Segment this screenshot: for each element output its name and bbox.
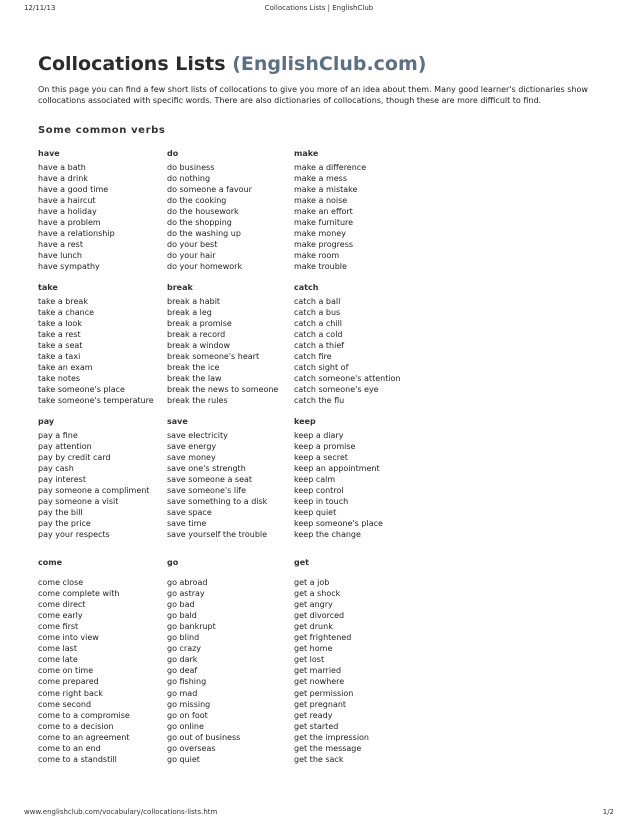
collocation-item: go abroad [167, 577, 208, 587]
collocation-item: go blind [167, 633, 200, 643]
collocation-item: do your hair [167, 251, 216, 261]
verb-heading: keep [294, 417, 316, 427]
collocation-item: save one's strength [167, 463, 246, 473]
section-title: Some common verbs [38, 125, 166, 137]
verb-heading: come [38, 557, 62, 567]
collocation-item: go on foot [167, 710, 208, 720]
verb-column [167, 557, 294, 766]
page-title-site: (EnglishClub.com) [232, 53, 427, 75]
collocation-item: save money [167, 452, 216, 462]
collocation-list [167, 296, 294, 407]
collocation-item: have sympathy [38, 262, 100, 272]
collocation-item: have a good time [38, 184, 109, 194]
collocation-item: save someone's life [167, 486, 247, 496]
collocation-grid [38, 148, 602, 765]
collocation-item: pay the bill [38, 508, 83, 518]
verb-heading: break [167, 283, 193, 293]
collocation-item: pay your respects [38, 530, 110, 540]
collocation-item: come direct [38, 599, 86, 609]
collocation-item: come late [38, 655, 78, 665]
collocation-item: go quiet [167, 755, 200, 765]
collocation-item: do your homework [167, 262, 243, 272]
collocation-item: have a problem [38, 217, 101, 227]
collocation-item: do someone a favour [167, 184, 252, 194]
collocation-item: have a bath [38, 162, 86, 172]
collocation-item: pay someone a visit [38, 497, 119, 507]
collocation-list [294, 430, 602, 541]
collocation-item: take someone's temperature [38, 396, 154, 406]
collocation-item: go missing [167, 699, 211, 709]
collocation-item: go bad [167, 599, 195, 609]
collocation-item: come last [38, 644, 77, 654]
collocation-item: get the message [294, 744, 362, 753]
collocation-item: pay cash [38, 463, 74, 473]
collocation-item: pay a fine [38, 430, 78, 440]
collocation-item: come to a compromise [38, 710, 130, 720]
collocation-item: take a taxi [38, 352, 81, 361]
collocation-item: catch a cold [294, 329, 343, 339]
print-footer [24, 808, 614, 820]
verb-column [294, 557, 602, 766]
collocation-item: save electricity [167, 430, 228, 440]
collocation-item: make a mess [294, 173, 348, 183]
verb-heading: catch [294, 283, 319, 293]
collocation-list [38, 577, 167, 766]
collocation-item: make money [294, 229, 346, 239]
collocation-item: take someone's place [38, 385, 125, 395]
collocation-item: get the impression [294, 732, 370, 742]
collocation-item: break someone's heart [167, 352, 260, 361]
verb-group [38, 557, 602, 766]
collocation-item: have lunch [38, 251, 83, 261]
collocation-item: come complete with [38, 588, 120, 598]
verb-column [38, 557, 167, 766]
collocation-item: do your best [167, 240, 218, 250]
collocation-item: take a break [38, 296, 88, 306]
collocation-item: come second [38, 699, 92, 709]
collocation-item: come prepared [38, 677, 99, 687]
collocation-item: catch a chill [294, 318, 343, 328]
verb-column [38, 416, 167, 540]
collocation-item: catch a bus [294, 307, 341, 317]
collocation-item: keep a promise [294, 441, 356, 451]
collocation-item: break the law [167, 374, 222, 384]
collocation-item: break a habit [167, 296, 221, 306]
collocation-item: come to a standstill [38, 755, 117, 765]
collocation-item: go crazy [167, 644, 202, 654]
collocation-item: come early [38, 610, 83, 620]
collocation-item: go overseas [167, 744, 216, 753]
collocation-item: take a seat [38, 340, 83, 350]
verb-group [38, 148, 602, 272]
collocation-item: have a rest [38, 240, 83, 250]
article [38, 51, 602, 765]
collocation-item: take a look [38, 318, 82, 328]
collocation-item: do the shopping [167, 217, 232, 227]
collocation-list [38, 296, 167, 407]
verb-column [167, 148, 294, 272]
intro-paragraph: On this page you can find a few short lists of collocations to give you more of an idea about them. Many good learner's dictionaries show collocations associated with specific words. There are also dictionaries of collocations, though these are more difficult to find. [38, 85, 588, 106]
collocation-item: get divorced [294, 610, 345, 620]
collocation-item: take a chance [38, 307, 95, 317]
collocation-item: catch sight of [294, 363, 349, 373]
collocation-item: save something to a disk [167, 497, 268, 507]
collocation-item: save someone a seat [167, 474, 253, 484]
collocation-item: make an effort [294, 206, 353, 216]
collocation-item: keep calm [294, 474, 336, 484]
collocation-item: catch fire [294, 352, 332, 361]
print-url: www.englishclub.com/vocabulary/collocations-lists.htm [24, 808, 218, 816]
verb-heading: go [167, 557, 179, 567]
collocation-item: keep an appointment [294, 463, 380, 473]
collocation-item: go bankrupt [167, 621, 216, 631]
page-title-main: Collocations Lists [38, 53, 226, 75]
collocation-item: save yourself the trouble [167, 530, 268, 540]
collocation-item: do business [167, 162, 215, 172]
collocation-item: come right back [38, 688, 103, 698]
verb-heading: make [294, 149, 319, 159]
collocation-item: come into view [38, 633, 99, 643]
collocation-item: make a noise [294, 195, 348, 205]
collocation-item: get a shock [294, 588, 341, 598]
collocation-item: come first [38, 621, 79, 631]
collocation-list [167, 577, 294, 766]
collocation-item: get the sack [294, 755, 344, 765]
print-title: Collocations Lists | EnglishClub [264, 4, 374, 12]
collocation-item: get nowhere [294, 677, 345, 687]
collocation-list [38, 162, 167, 273]
collocation-item: pay the price [38, 519, 91, 529]
verb-group [38, 416, 602, 540]
collocation-item: keep quiet [294, 508, 337, 518]
page-title [38, 51, 602, 77]
collocation-item: catch a ball [294, 296, 341, 306]
collocation-item: keep someone's place [294, 519, 383, 529]
collocation-item: go dark [167, 655, 198, 665]
verb-column [294, 282, 602, 406]
collocation-item: keep a secret [294, 452, 348, 462]
collocation-item: get started [294, 721, 339, 731]
collocation-item: pay attention [38, 441, 92, 451]
verb-column [167, 282, 294, 406]
collocation-list [38, 430, 167, 541]
collocation-item: break a leg [167, 307, 212, 317]
collocation-item: do the housework [167, 206, 239, 216]
collocation-item: make trouble [294, 262, 347, 272]
collocation-item: catch the flu [294, 396, 345, 406]
collocation-item: get a job [294, 577, 330, 587]
collocation-item: go bald [167, 610, 197, 620]
collocation-item: go deaf [167, 666, 198, 676]
collocation-item: come on time [38, 666, 94, 676]
collocation-item: go fishing [167, 677, 207, 687]
collocation-item: break a window [167, 340, 230, 350]
collocation-item: make progress [294, 240, 354, 250]
collocation-item: have a relationship [38, 229, 115, 239]
collocation-item: do nothing [167, 173, 211, 183]
collocation-item: make a difference [294, 162, 367, 172]
collocation-item: get frightened [294, 633, 352, 643]
verb-heading: take [38, 283, 58, 293]
collocation-item: pay by credit card [38, 452, 111, 462]
collocation-item: get ready [294, 710, 333, 720]
collocation-item: get pregnant [294, 699, 347, 709]
collocation-item: come to an agreement [38, 732, 130, 742]
collocation-item: pay someone a compliment [38, 486, 150, 496]
collocation-item: break the rules [167, 396, 228, 406]
collocation-item: break a record [167, 329, 226, 339]
verb-heading: have [38, 149, 60, 159]
collocation-item: make furniture [294, 217, 354, 227]
print-date: 12/11/13 [24, 4, 56, 12]
collocation-item: catch a thief [294, 340, 345, 350]
collocation-item: pay interest [38, 474, 86, 484]
collocation-item: go astray [167, 588, 205, 598]
collocation-item: keep in touch [294, 497, 349, 507]
collocation-item: come to a decision [38, 721, 114, 731]
collocation-item: come close [38, 577, 84, 587]
verb-heading: save [167, 417, 188, 427]
print-header [24, 4, 614, 16]
collocation-item: have a drink [38, 173, 88, 183]
collocation-item: get married [294, 666, 342, 676]
collocation-item: save time [167, 519, 207, 529]
collocation-item: do the washing up [167, 229, 241, 239]
collocation-list [167, 430, 294, 541]
collocation-item: keep control [294, 486, 344, 496]
collocation-item: get lost [294, 655, 325, 665]
verb-group [38, 282, 602, 406]
collocation-item: keep a diary [294, 430, 344, 440]
collocation-list [294, 162, 602, 273]
collocation-item: break the ice [167, 363, 220, 373]
collocation-item: go mad [167, 688, 198, 698]
collocation-item: take a rest [38, 329, 81, 339]
collocation-item: save space [167, 508, 212, 518]
collocation-item: take notes [38, 374, 81, 384]
collocation-item: get angry [294, 599, 333, 609]
verb-heading: get [294, 557, 309, 567]
collocation-item: take an exam [38, 363, 93, 373]
collocation-item: get home [294, 644, 333, 654]
verb-column [167, 416, 294, 540]
collocation-item: get drunk [294, 621, 333, 631]
collocation-item: catch someone's eye [294, 385, 379, 395]
collocation-item: keep the change [294, 530, 361, 540]
collocation-item: do the cooking [167, 195, 227, 205]
collocation-item: go online [167, 721, 204, 731]
verb-column [294, 148, 602, 272]
collocation-item: make a mistake [294, 184, 358, 194]
collocation-item: break a promise [167, 318, 232, 328]
verb-column [294, 416, 602, 540]
collocation-item: go out of business [167, 732, 241, 742]
collocation-item: break the news to someone [167, 385, 279, 395]
collocation-item: have a holiday [38, 206, 97, 216]
verb-column [38, 148, 167, 272]
verb-column [38, 282, 167, 406]
page-number: 1/2 [602, 808, 614, 816]
collocation-list [167, 162, 294, 273]
verb-heading: do [167, 149, 179, 159]
verb-heading: pay [38, 417, 55, 427]
collocation-item: come to an end [38, 744, 101, 753]
collocation-item: make room [294, 251, 340, 261]
collocation-item: save energy [167, 441, 217, 451]
collocation-list [294, 577, 602, 766]
collocation-list [294, 296, 602, 407]
collocation-item: get permission [294, 688, 354, 698]
collocation-item: have a haircut [38, 195, 96, 205]
collocation-item: catch someone's attention [294, 374, 401, 384]
